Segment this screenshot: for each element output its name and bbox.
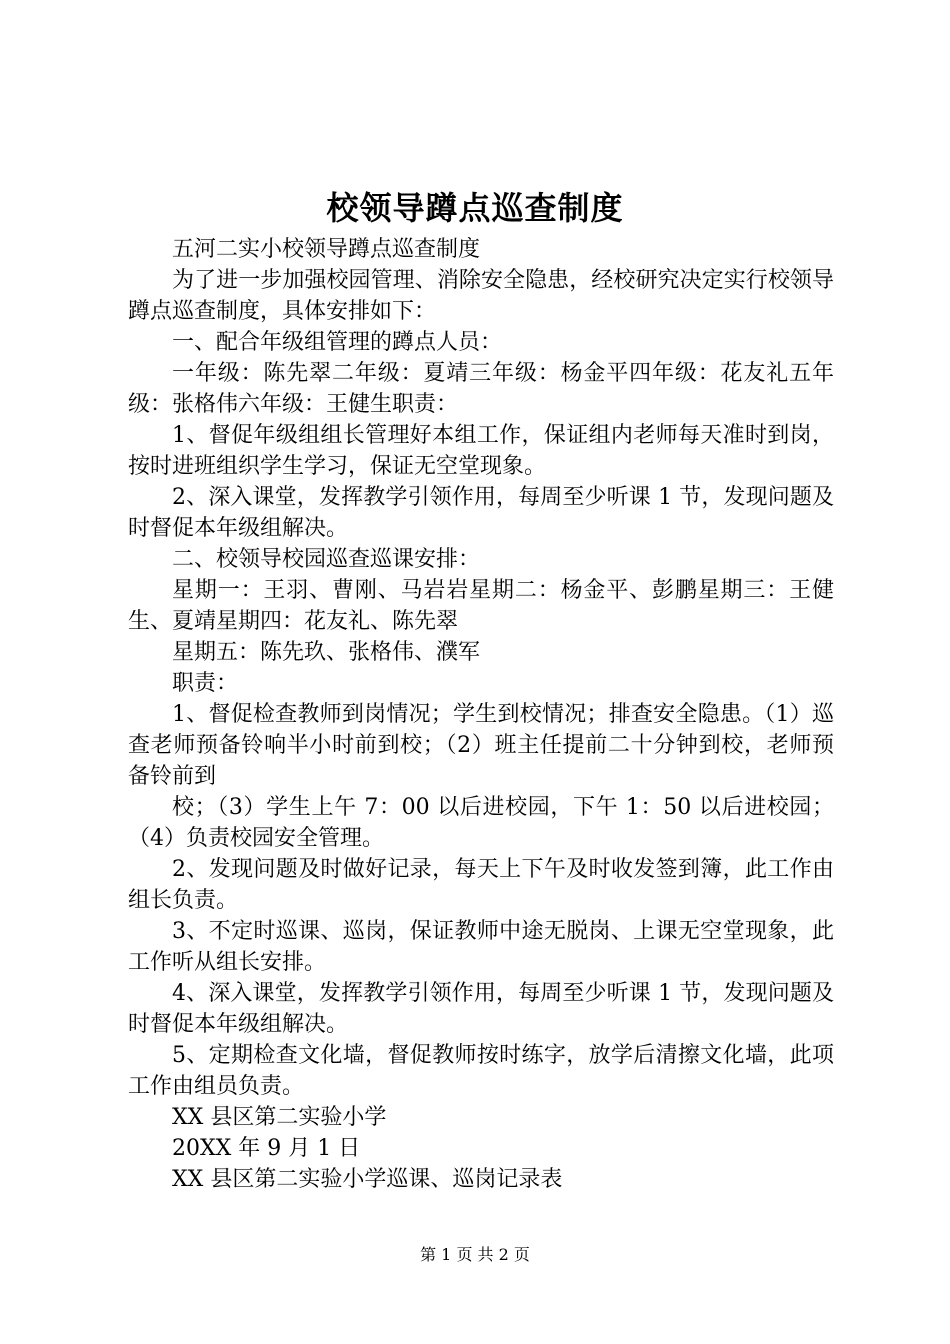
paragraph-patrol-duty-4: 4、深入课堂，发挥教学引领作用，每周至少听课 1 节，发现问题及时督促本年级组解决。 — [128, 981, 834, 1037]
paragraph-weekday-schedule: 星期一：王羽、曹刚、马岩岩星期二：杨金平、彭鹏星期三：王健生、夏靖星期四：花友礼、陈先翠 — [128, 578, 834, 634]
document-title: 校领导蹲点巡查制度 — [326, 189, 624, 227]
paragraph-patrol-duty-2: 2、发现问题及时做好记录，每天上下午及时收发签到簿，此工作由组长负责。 — [128, 857, 834, 913]
paragraph-duty-1: 1、督促年级组组长管理好本组工作，保证组内老师每天准时到岗，按时进班组织学生学习，保证无空堂现象。 — [128, 423, 834, 479]
paragraph-duties-heading: 职责： — [172, 671, 239, 696]
paragraph-patrol-duty-5: 5、定期检查文化墙，督促教师按时练字，放学后清擦文化墙，此项工作由组员负责。 — [128, 1043, 834, 1099]
paragraph-duty-2: 2、深入课堂，发挥教学引领作用，每周至少听课 1 节，发现问题及时督促本年级组解决。 — [128, 485, 834, 541]
paragraph-patrol-duty-3: 3、不定时巡课、巡岗，保证教师中途无脱岗、上课无空堂现象，此工作听从组长安排。 — [128, 919, 834, 975]
paragraph-grade-assignments: 一年级：陈先翠二年级：夏靖三年级：杨金平四年级：花友礼五年级：张格伟六年级：王健生职责： — [128, 361, 834, 417]
paragraph-patrol-duty-1-cont: 校；（3）学生上午 7：00 以后进校园，下午 1：50 以后进校园；（4）负责校园安全管理。 — [128, 795, 834, 851]
paragraph-record-table-title: XX 县区第二实验小学巡课、巡岗记录表 — [172, 1167, 563, 1192]
paragraph-friday-schedule: 星期五：陈先玖、张格伟、濮军 — [172, 640, 481, 665]
paragraph-section-two-heading: 二、校领导校园巡查巡课安排： — [172, 547, 481, 572]
paragraph-subtitle: 五河二实小校领导蹲点巡查制度 — [172, 237, 481, 262]
paragraph-school-name: XX 县区第二实验小学 — [172, 1105, 387, 1130]
paragraph-patrol-duty-1: 1、督促检查教师到岗情况；学生到校情况；排查安全隐患。（1）巡查老师预备铃响半小时前到校；（2）班主任提前二十分钟到校，老师预备铃前到 — [128, 702, 834, 789]
page-footer: 第 1 页 共 2 页 — [420, 1245, 530, 1264]
paragraph-intro: 为了进一步加强校园管理、消除安全隐患，经校研究决定实行校领导蹲点巡查制度，具体安排如下： — [128, 268, 834, 324]
paragraph-section-one-heading: 一、配合年级组管理的蹲点人员： — [172, 330, 503, 355]
document-body — [128, 234, 834, 1195]
paragraph-date: 20XX 年 9 月 1 日 — [172, 1136, 361, 1161]
